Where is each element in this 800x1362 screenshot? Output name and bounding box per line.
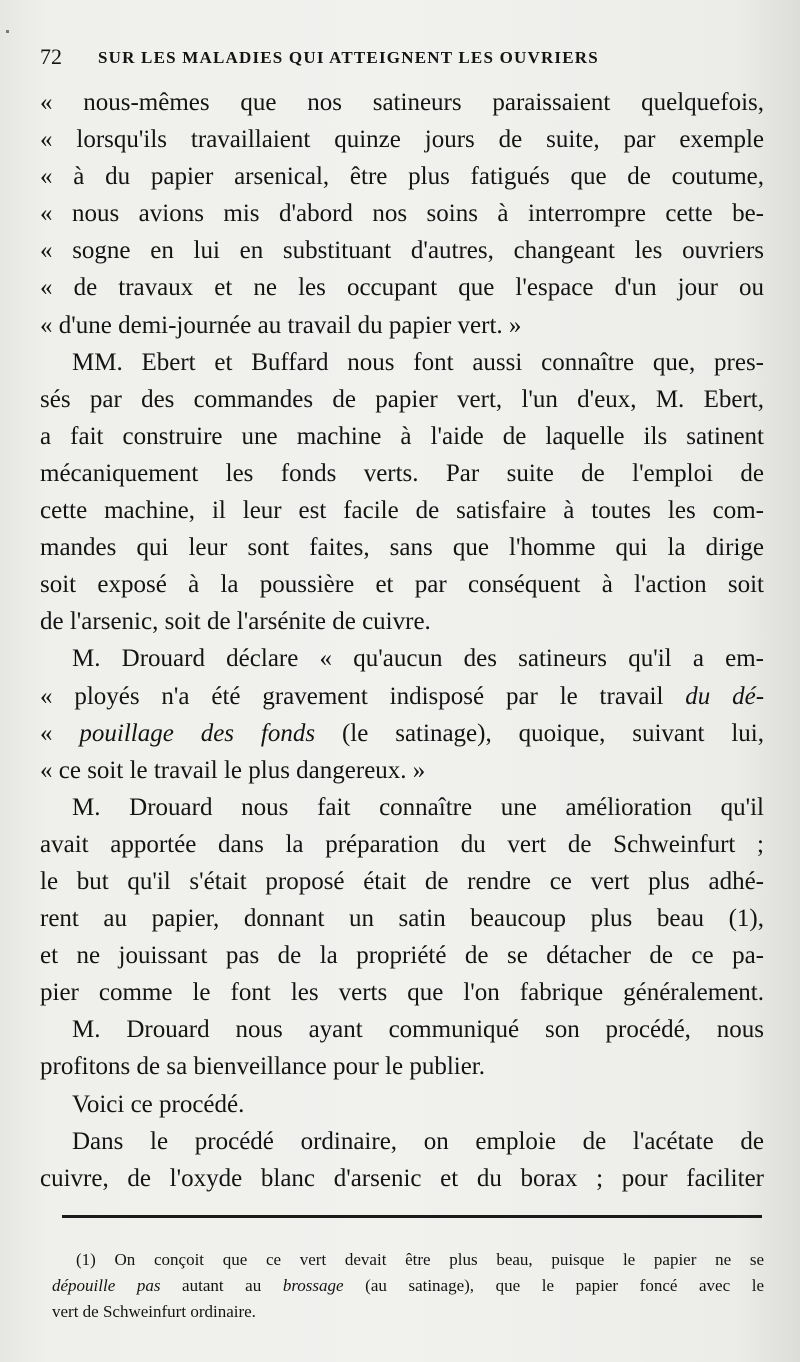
footnote-line-mixed	[52, 1273, 764, 1299]
text-line: de l'arsenic, soit de l'arsénite de cuivre.	[40, 608, 431, 636]
text-segment: (au satinage), que le papier foncé avec le	[343, 1276, 764, 1295]
footnote-divider	[62, 1215, 762, 1218]
text-line: « d'une demi-journée au travail du papier vert. »	[40, 311, 522, 339]
text-line: avait apportée dans la préparation du vert de Schweinfurt ;	[40, 830, 764, 858]
text-line: soit exposé à la poussière et par conséquent à l'action soit	[40, 571, 764, 599]
page-header	[40, 44, 752, 78]
text-line: et ne jouissant pas de la propriété de se détacher de ce pa-	[40, 942, 764, 970]
scan-speck	[6, 30, 9, 33]
running-title: SUR LES MALADIES QUI ATTEIGNENT LES OUVRIERS	[98, 48, 599, 67]
text-line-mixed	[40, 715, 764, 752]
text-segment: « ployés n'a été gravement indisposé par le travail	[40, 682, 664, 710]
italic-segment: dépouille pas	[52, 1276, 161, 1295]
text-line: « sogne en lui en substituant d'autres, changeant les ouvriers	[40, 237, 764, 265]
body-text	[40, 84, 764, 1197]
italic-segment: brossage	[282, 1276, 344, 1295]
text-line: M. Drouard nous fait connaître une amélioration qu'il	[72, 793, 764, 821]
italic-segment: pouillage des fonds	[79, 719, 316, 747]
text-line-mixed	[40, 678, 764, 715]
text-line: « nous avions mis d'abord nos soins à interrompre cette be-	[40, 200, 764, 228]
text-line: Dans le procédé ordinaire, on emploie de l'acétate de	[72, 1127, 764, 1155]
text-line: profitons de sa bienveillance pour le publier.	[40, 1053, 486, 1081]
text-line: « ce soit le travail le plus dangereux. »	[40, 756, 426, 784]
footnote-line: vert de Schweinfurt ordinaire.	[52, 1302, 256, 1321]
text-line: Voici ce procédé.	[72, 1090, 245, 1118]
italic-segment: du dé-	[685, 682, 764, 710]
text-line: cuivre, de l'oxyde blanc d'arsenic et du borax ; pour faciliter	[40, 1164, 764, 1192]
page-number: 72	[40, 44, 62, 69]
text-segment: (le satinage), quoique, suivant lui,	[315, 719, 764, 747]
text-line: MM. Ebert et Buffard nous font aussi connaître que, pres-	[72, 348, 764, 376]
text-segment: autant au	[160, 1276, 283, 1295]
text-line: M. Drouard déclare « qu'aucun des satineurs qu'il a em-	[72, 645, 764, 673]
text-line: sés par des commandes de papier vert, l'un d'eux, M. Ebert,	[40, 385, 764, 413]
text-line: « à du papier arsenical, être plus fatigués que de coutume,	[40, 163, 764, 191]
text-line: « nous-mêmes que nos satineurs paraissaient quelquefois,	[40, 89, 764, 116]
text-line: « de travaux et ne les occupant que l'espace d'un jour ou	[40, 274, 764, 302]
text-line: M. Drouard nous ayant communiqué son procédé, nous	[72, 1016, 764, 1044]
text-line: mécaniquement les fonds verts. Par suite de l'emploi de	[40, 459, 764, 487]
text-line: le but qu'il s'était proposé était de rendre ce vert plus adhé-	[40, 867, 764, 895]
footnote-line: (1) On conçoit que ce vert devait être plus beau, puisque le papier ne se	[76, 1250, 764, 1269]
footnote	[52, 1247, 764, 1325]
text-segment: «	[40, 719, 80, 747]
text-line: cette machine, il leur est facile de satisfaire à toutes les com-	[40, 497, 764, 525]
text-line: rent au papier, donnant un satin beaucoup plus beau (1),	[40, 905, 764, 933]
text-line: mandes qui leur sont faites, sans que l'homme qui la dirige	[40, 534, 764, 562]
text-line: pier comme le font les verts que l'on fabrique généralement.	[40, 979, 764, 1007]
text-line: « lorsqu'ils travaillaient quinze jours de suite, par exemple	[40, 126, 764, 154]
text-line: a fait construire une machine à l'aide de laquelle ils satinent	[40, 422, 764, 450]
